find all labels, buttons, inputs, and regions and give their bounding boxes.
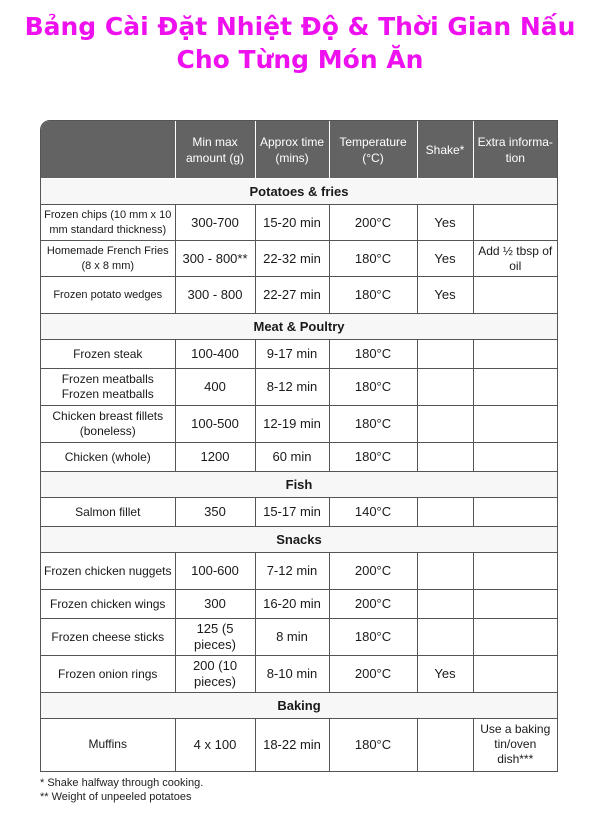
time-cell: 12-19 min — [255, 406, 329, 443]
page-title — [0, 10, 600, 76]
amount-cell: 200 (10 pieces) — [175, 656, 255, 693]
food-cell: Chicken breast fillets (boneless) — [41, 406, 175, 443]
shake-cell — [417, 406, 473, 443]
temperature-cell: 180°C — [329, 406, 417, 443]
amount-cell: 4 x 100 — [175, 719, 255, 771]
table-row — [41, 590, 557, 619]
temperature-cell: 200°C — [329, 656, 417, 693]
extra-info-cell — [473, 590, 557, 619]
table-row — [41, 241, 557, 277]
time-cell: 16-20 min — [255, 590, 329, 619]
shake-cell — [417, 369, 473, 406]
temperature-cell: 180°C — [329, 443, 417, 472]
time-cell: 7-12 min — [255, 553, 329, 590]
shake-cell — [417, 590, 473, 619]
temperature-cell: 180°C — [329, 340, 417, 369]
table-row — [41, 443, 557, 472]
table-row — [41, 656, 557, 693]
food-cell: Frozen chicken wings — [41, 590, 175, 619]
extra-info-cell — [473, 443, 557, 472]
table-row — [41, 553, 557, 590]
header-food — [41, 121, 175, 179]
table-row — [41, 277, 557, 314]
amount-cell: 300 — [175, 590, 255, 619]
footnotes — [40, 776, 203, 804]
section-row — [41, 179, 557, 205]
temperature-cell: 140°C — [329, 498, 417, 527]
food-cell: Frozen steak — [41, 340, 175, 369]
time-cell: 8 min — [255, 619, 329, 656]
amount-cell: 125 (5 pieces) — [175, 619, 255, 656]
temperature-cell: 200°C — [329, 590, 417, 619]
table-row — [41, 205, 557, 241]
title-line-2: Cho Từng Món Ăn — [176, 45, 424, 74]
shake-cell — [417, 553, 473, 590]
time-cell: 22-32 min — [255, 241, 329, 277]
amount-cell: 1200 — [175, 443, 255, 472]
amount-cell: 100-400 — [175, 340, 255, 369]
time-cell: 15-20 min — [255, 205, 329, 241]
extra-info-cell: Add ½ tbsp of oil — [473, 241, 557, 277]
section-title: Potatoes & fries — [41, 179, 557, 205]
shake-cell — [417, 719, 473, 771]
temperature-cell: 180°C — [329, 241, 417, 277]
extra-info-cell — [473, 498, 557, 527]
title-line-1: Bảng Cài Đặt Nhiệt Độ & Thời Gian Nấu — [24, 12, 576, 41]
amount-cell: 400 — [175, 369, 255, 406]
amount-cell: 100-600 — [175, 553, 255, 590]
time-cell: 8-10 min — [255, 656, 329, 693]
table-header-row — [41, 121, 557, 179]
temperature-cell: 200°C — [329, 205, 417, 241]
section-title: Baking — [41, 693, 557, 719]
amount-cell: 300 - 800** — [175, 241, 255, 277]
header-extra: Extra informa-tion — [473, 121, 557, 179]
section-row — [41, 314, 557, 340]
cooking-settings-table — [41, 121, 557, 771]
food-cell: Salmon fillet — [41, 498, 175, 527]
shake-cell: Yes — [417, 277, 473, 314]
food-cell: Chicken (whole) — [41, 443, 175, 472]
shake-cell — [417, 443, 473, 472]
temperature-cell: 180°C — [329, 719, 417, 771]
food-cell: Muffins — [41, 719, 175, 771]
table-row — [41, 406, 557, 443]
header-shake: Shake* — [417, 121, 473, 179]
extra-info-cell — [473, 406, 557, 443]
section-title: Meat & Poultry — [41, 314, 557, 340]
extra-info-cell — [473, 553, 557, 590]
extra-info-cell — [473, 205, 557, 241]
time-cell: 60 min — [255, 443, 329, 472]
temperature-cell: 180°C — [329, 277, 417, 314]
header-temperature: Temperature (°C) — [329, 121, 417, 179]
section-row — [41, 527, 557, 553]
shake-cell: Yes — [417, 656, 473, 693]
section-row — [41, 472, 557, 498]
extra-info-cell — [473, 619, 557, 656]
time-cell: 15-17 min — [255, 498, 329, 527]
table-row — [41, 369, 557, 406]
extra-info-cell — [473, 340, 557, 369]
shake-cell: Yes — [417, 205, 473, 241]
food-cell: Frozen potato wedges — [41, 277, 175, 314]
table-row — [41, 340, 557, 369]
food-cell: Frozen meatballs Frozen meatballs — [41, 369, 175, 406]
table-row — [41, 619, 557, 656]
food-cell: Frozen chips (10 mm x 10 mm standard thickness) — [41, 205, 175, 241]
table-row — [41, 498, 557, 527]
time-cell: 8-12 min — [255, 369, 329, 406]
shake-cell — [417, 498, 473, 527]
amount-cell: 300 - 800 — [175, 277, 255, 314]
time-cell: 22-27 min — [255, 277, 329, 314]
extra-info-cell: Use a baking tin/oven dish*** — [473, 719, 557, 771]
temperature-cell: 180°C — [329, 619, 417, 656]
food-cell: Homemade French Fries (8 x 8 mm) — [41, 241, 175, 277]
header-time: Approx time (mins) — [255, 121, 329, 179]
amount-cell: 350 — [175, 498, 255, 527]
section-row — [41, 693, 557, 719]
amount-cell: 100-500 — [175, 406, 255, 443]
header-amount: Min max amount (g) — [175, 121, 255, 179]
table-body — [41, 179, 557, 771]
time-cell: 9-17 min — [255, 340, 329, 369]
shake-cell — [417, 619, 473, 656]
food-cell: Frozen chicken nuggets — [41, 553, 175, 590]
amount-cell: 300-700 — [175, 205, 255, 241]
extra-info-cell — [473, 277, 557, 314]
shake-cell: Yes — [417, 241, 473, 277]
extra-info-cell — [473, 369, 557, 406]
section-title: Fish — [41, 472, 557, 498]
food-cell: Frozen onion rings — [41, 656, 175, 693]
section-title: Snacks — [41, 527, 557, 553]
temperature-cell: 180°C — [329, 369, 417, 406]
cooking-table-container — [40, 120, 558, 772]
temperature-cell: 200°C — [329, 553, 417, 590]
table-row — [41, 719, 557, 771]
food-cell: Frozen cheese sticks — [41, 619, 175, 656]
footnote-shake: * Shake halfway through cooking. — [40, 777, 204, 789]
shake-cell — [417, 340, 473, 369]
time-cell: 18-22 min — [255, 719, 329, 771]
footnote-weight: ** Weight of unpeeled potatoes — [40, 791, 192, 803]
extra-info-cell — [473, 656, 557, 693]
